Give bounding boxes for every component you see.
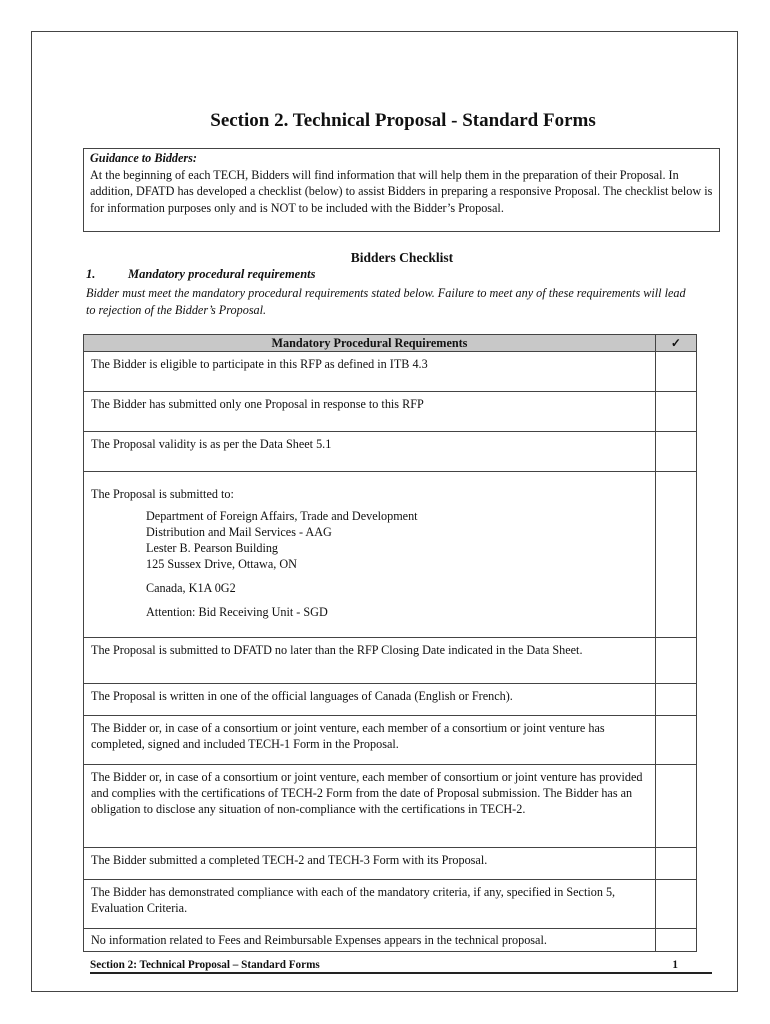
address-postal: Canada, K1A 0G2	[146, 581, 236, 595]
table-row	[84, 638, 697, 684]
check-cell[interactable]	[656, 716, 697, 765]
table-row	[84, 392, 697, 432]
requirement-text: No information related to Fees and Reimbursable Expenses appears in the technical proposal.	[84, 929, 656, 952]
guidance-box	[83, 148, 720, 232]
requirement-text: The Proposal is submitted to:	[91, 487, 234, 501]
check-cell[interactable]	[656, 432, 697, 472]
page-footer	[90, 959, 712, 974]
guidance-body: At the beginning of each TECH, Bidders will find information that will help them in the preparation of their Proposal. In addition, DFATD has developed a checklist (below) to assist Bidders in preparing a responsive Proposal. The checklist below is for information purposes only and is NOT to be included with the Bidder’s Proposal.	[90, 167, 713, 215]
section-intro: Bidder must meet the mandatory procedural requirements stated below. Failure to meet any of these requirements will lead to rejection of the Bidder’s Proposal.	[86, 286, 686, 317]
checklist-title: Bidders Checklist	[350, 250, 454, 265]
table-row	[84, 716, 697, 765]
check-cell[interactable]	[656, 765, 697, 848]
table-row	[84, 352, 697, 392]
requirement-text: The Bidder or, in case of a consortium or joint venture, each member of a consortium or joint venture has completed, signed and included TECH-1 Form in the Proposal.	[84, 716, 656, 765]
section-number: 1.	[86, 267, 96, 281]
table-row	[84, 929, 697, 952]
check-cell[interactable]	[656, 392, 697, 432]
address-line: Distribution and Mail Services - AAG	[146, 525, 332, 539]
table-row	[84, 880, 697, 929]
requirement-text: The Bidder submitted a completed TECH-2 and TECH-3 Form with its Proposal.	[84, 848, 656, 880]
requirement-text: The Bidder has submitted only one Proposal in response to this RFP	[84, 392, 656, 432]
check-cell[interactable]	[656, 352, 697, 392]
requirement-text: The Proposal is submitted to DFATD no later than the RFP Closing Date indicated in the Data Sheet.	[84, 638, 656, 684]
requirement-text: The Bidder is eligible to participate in this RFP as defined in ITB 4.3	[84, 352, 656, 392]
requirements-header: Mandatory Procedural Requirements	[84, 335, 656, 352]
section-title: Mandatory procedural requirements	[128, 267, 316, 281]
table-row	[84, 432, 697, 472]
table-header-row	[84, 335, 697, 352]
table-row	[84, 472, 697, 638]
table-row	[84, 765, 697, 848]
page-number: 1	[672, 959, 678, 971]
table-row	[84, 684, 697, 716]
requirement-address-cell	[84, 472, 656, 638]
requirements-table	[83, 334, 697, 952]
check-cell[interactable]	[656, 684, 697, 716]
mailing-address	[146, 508, 648, 620]
table-row	[84, 848, 697, 880]
address-line: Lester B. Pearson Building	[146, 541, 279, 555]
address-line: 125 Sussex Drive, Ottawa, ON	[146, 557, 297, 571]
address-line: Department of Foreign Affairs, Trade and Development	[146, 509, 418, 523]
check-cell[interactable]	[656, 638, 697, 684]
check-cell[interactable]	[656, 472, 697, 638]
page-title: Section 2. Technical Proposal - Standard Forms	[210, 110, 596, 131]
requirement-text: The Proposal is written in one of the official languages of Canada (English or French).	[84, 684, 656, 716]
requirement-text: The Bidder has demonstrated compliance with each of the mandatory criteria, if any, specified in Section 5, Evaluation Criteria.	[84, 880, 656, 929]
check-cell[interactable]	[656, 929, 697, 952]
check-header: ✓	[656, 335, 697, 352]
requirement-text: The Proposal validity is as per the Data Sheet 5.1	[84, 432, 656, 472]
requirement-text: The Bidder or, in case of a consortium or joint venture, each member of consortium or joint venture has provided and complies with the certifications of TECH-2 Form from the date of Proposal submission. The Bidder has an obligation to disclose any situation of non-compliance with the certifications in TECH-2.	[84, 765, 656, 848]
check-cell[interactable]	[656, 848, 697, 880]
check-cell[interactable]	[656, 880, 697, 929]
section-heading	[86, 267, 316, 282]
footer-label: Section 2: Technical Proposal – Standard Forms	[90, 959, 320, 971]
guidance-title: Guidance to Bidders:	[90, 151, 197, 165]
address-attention: Attention: Bid Receiving Unit - SGD	[146, 605, 328, 619]
